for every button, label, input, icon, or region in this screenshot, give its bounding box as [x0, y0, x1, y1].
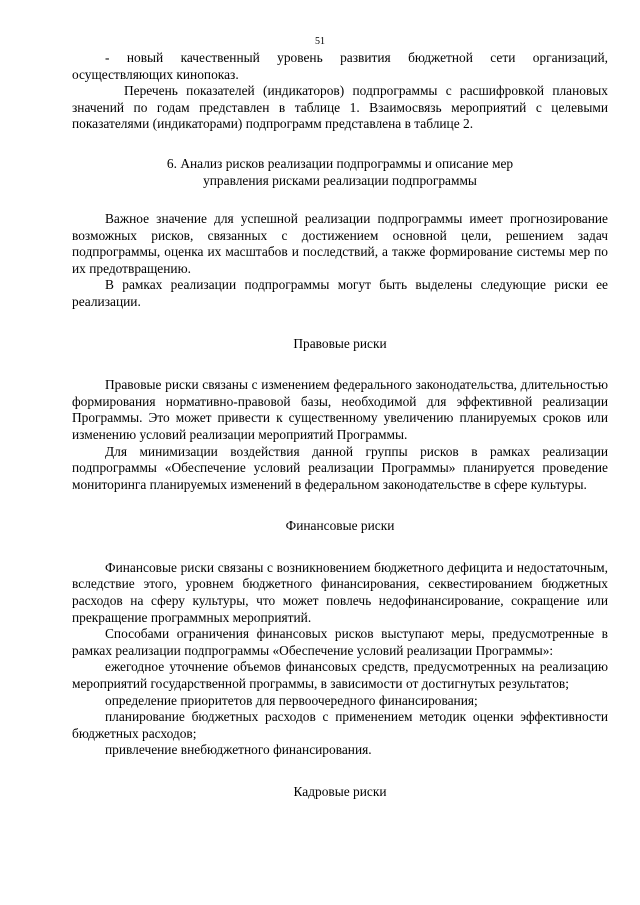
financial-risks-paragraph: Способами ограничения финансовых рисков выступают меры, предусмотренные в рамках реализации подпрограммы «Обеспечение условий реализации Программы»: — [72, 626, 608, 658]
section-6-title-line2: управления рисками реализации подпрограммы — [203, 172, 477, 188]
section-6-paragraph: В рамках реализации подпрограммы могут быть выделены следующие риски ее реализации. — [72, 277, 608, 309]
financial-risks-list-item: ежегодное уточнение объемов финансовых средств, предусмотренных на реализацию мероприятий государственной программы, в зависимости от достигнутых результатов; — [72, 659, 608, 692]
financial-risks-list-item: определение приоритетов для первоочередного финансирования; — [105, 692, 478, 708]
page-number: 51 — [315, 36, 325, 47]
document-body — [72, 50, 608, 826]
section-6-title — [72, 155, 608, 189]
intro-paragraph: Перечень показателей (индикаторов) подпрограммы с расшифровкой плановых значений по годам представлен в таблице 1. Взаимосвязь мероприятий с целевыми показателями (индикаторами) подпрограмм представлена в таблице 2. — [72, 83, 608, 132]
financial-risks-list-item: привлечение внебюджетного финансирования. — [105, 742, 372, 758]
personnel-risks-heading: Кадровые риски — [293, 784, 387, 799]
financial-risks-list-item: планирование бюджетных расходов с применением методик оценки эффективности бюджетных расходов; — [72, 709, 608, 741]
financial-risks-paragraph: Финансовые риски связаны с возникновением бюджетного дефицита и недостаточным, вследствие этого, уровнем бюджетного финансирования, секвестированием бюджетных расходов на сферу культуры, что может повлечь недофинансирование, сокращение или прекращение программных мероприятий. — [72, 559, 608, 625]
section-6-title-line1: 6. Анализ рисков реализации подпрограммы и описание мер — [166, 155, 514, 171]
intro-bullet: - новый качественный уровень развития бюджетной сети организаций, осуществляющих кинопоказ. — [72, 50, 608, 82]
legal-risks-heading: Правовые риски — [293, 335, 387, 351]
section-6-paragraph: Важное значение для успешной реализации подпрограммы имеет прогнозирование возможных рисков, связанных с достижением основной цели, решением задач подпрограммы, оценка их масштабов и последствий, а также формирование системы мер по их предотвращению. — [72, 210, 608, 276]
financial-risks-heading: Финансовые риски — [285, 518, 395, 534]
legal-risks-paragraph: Для минимизации воздействия данной группы рисков в рамках реализации подпрограммы «Обеспечение условий реализации Программы» планируется проведение мониторинга планируемых изменений в федеральном законодательстве в сфере культуры. — [72, 443, 608, 492]
legal-risks-paragraph: Правовые риски связаны с изменением федерального законодательства, длительностью формирования нормативно-правовой базы, необходимой для эффективной реализации Программы. Это может привести к существенному увеличению планируемых сроков или изменению условий реализации мероприятий Программы. — [72, 377, 608, 442]
